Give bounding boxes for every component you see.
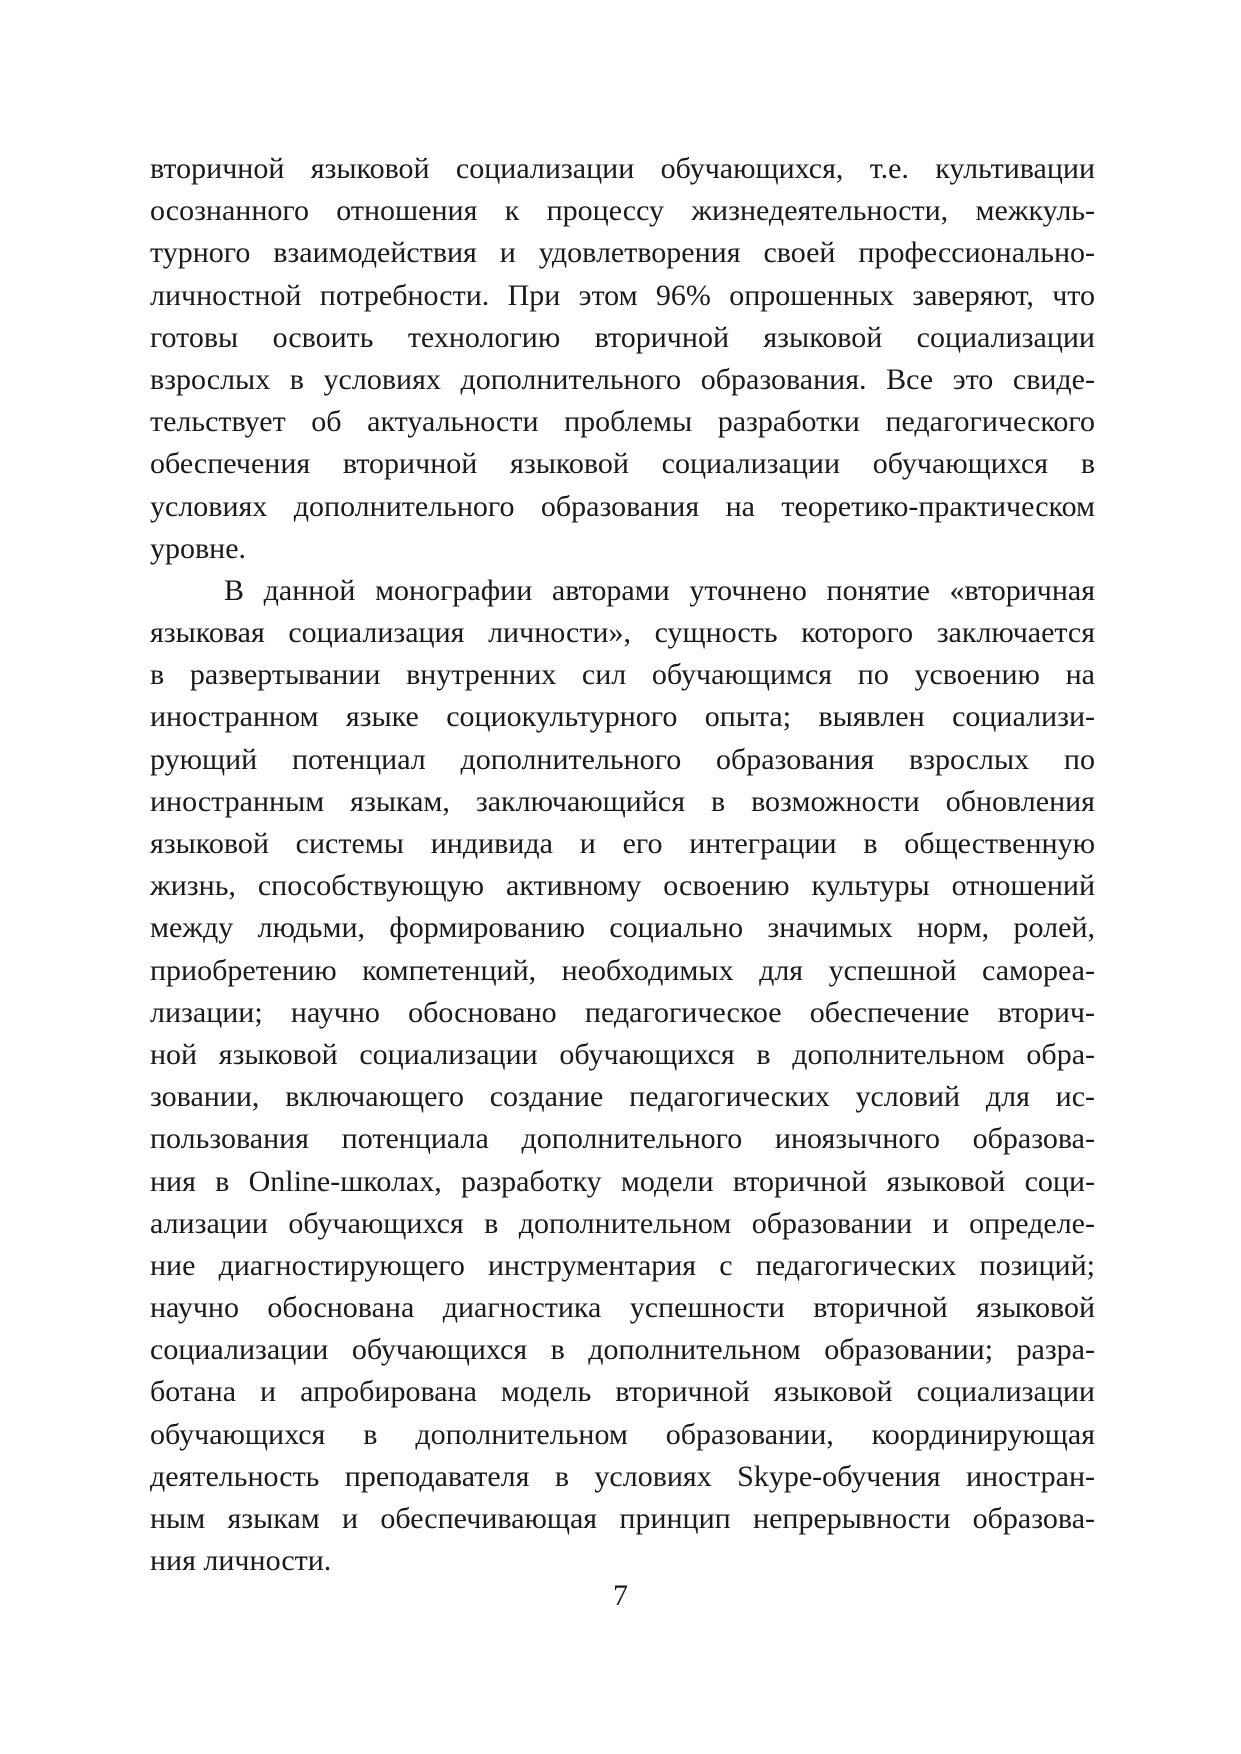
text-line: языковой системы индивида и его интеграции в общественную bbox=[150, 827, 1095, 860]
text-line: лизации; научно обосновано педагогическое обеспечение вторич- bbox=[150, 995, 1095, 1029]
text-line: условиях дополнительного образования на теоретико-практическом bbox=[150, 489, 1095, 523]
text-line: В данной монографии авторами уточнено понятие «вторичная bbox=[224, 573, 1095, 607]
text-line: ботана и апробирована модель вторичной языковой социализации bbox=[150, 1375, 1095, 1409]
text-line: зовании, включающего создание педагогических условий для ис- bbox=[150, 1080, 1095, 1114]
text-line: ной языковой социализации обучающихся в дополнительном обра- bbox=[150, 1037, 1095, 1071]
text-line: иностранным языкам, заключающийся в возможности обновления bbox=[150, 784, 1095, 818]
text-line: вторичной языковой социализации обучающихся, т.е. культивации bbox=[150, 152, 1095, 185]
page-number: 7 bbox=[613, 1579, 628, 1612]
text-line: пользования потенциала дополнительного иноязычного образова- bbox=[150, 1122, 1095, 1156]
text-line: приобретению компетенций, необходимых для успешной самореа- bbox=[150, 953, 1095, 987]
text-line: ным языкам и обеспечивающая принцип непрерывности образова- bbox=[150, 1502, 1095, 1535]
text-line: между людьми, формированию социально значимых норм, ролей, bbox=[150, 911, 1095, 945]
text-line: турного взаимодействия и удовлетворения своей профессионально- bbox=[150, 236, 1095, 270]
text-line: социализации обучающихся в дополнительном образовании; разра- bbox=[150, 1333, 1095, 1367]
text-line: личностной потребности. При этом 96% опрошенных заверяют, что bbox=[150, 278, 1095, 312]
text-line: ния личности. bbox=[150, 1544, 332, 1578]
paragraph-2 bbox=[150, 570, 1095, 1583]
text-line: ализации обучающихся в дополнительном образовании и определе- bbox=[150, 1206, 1095, 1240]
text-line: деятельность преподавателя в условиях Skype-обучения иностран- bbox=[150, 1459, 1095, 1493]
paragraph-1 bbox=[150, 148, 1095, 570]
text-line: уровне. bbox=[150, 531, 247, 565]
text-line: научно обоснована диагностика успешности вторичной языковой bbox=[150, 1291, 1095, 1325]
text-line: обучающихся в дополнительном образовании, координирующая bbox=[150, 1417, 1095, 1451]
text-line: готовы освоить технологию вторичной языковой социализации bbox=[150, 320, 1095, 354]
text-line: иностранном языке социокультурного опыта; выявлен социализи- bbox=[150, 700, 1095, 734]
text-line: языковая социализация личности», сущность которого заключается bbox=[150, 616, 1095, 650]
text-line: взрослых в условиях дополнительного образования. Все это свиде- bbox=[150, 362, 1095, 396]
text-line: в развертывании внутренних сил обучающимся по усвоению на bbox=[150, 658, 1095, 692]
text-line: осознанного отношения к процессу жизнедеятельности, межкуль- bbox=[150, 194, 1095, 228]
text-line: тельствует об актуальности проблемы разработки педагогического bbox=[150, 405, 1095, 439]
text-line: ния в Online-школах, разработку модели вторичной языковой соци- bbox=[150, 1164, 1095, 1198]
text-line: обеспечения вторичной языковой социализации обучающихся в bbox=[150, 447, 1095, 481]
text-line: ние диагностирующего инструментария с педагогических позиций; bbox=[150, 1248, 1095, 1282]
text-line: жизнь, способствующую активному освоению культуры отношений bbox=[150, 869, 1095, 903]
body-text bbox=[150, 148, 1095, 1582]
text-line: рующий потенциал дополнительного образования взрослых по bbox=[150, 742, 1095, 776]
